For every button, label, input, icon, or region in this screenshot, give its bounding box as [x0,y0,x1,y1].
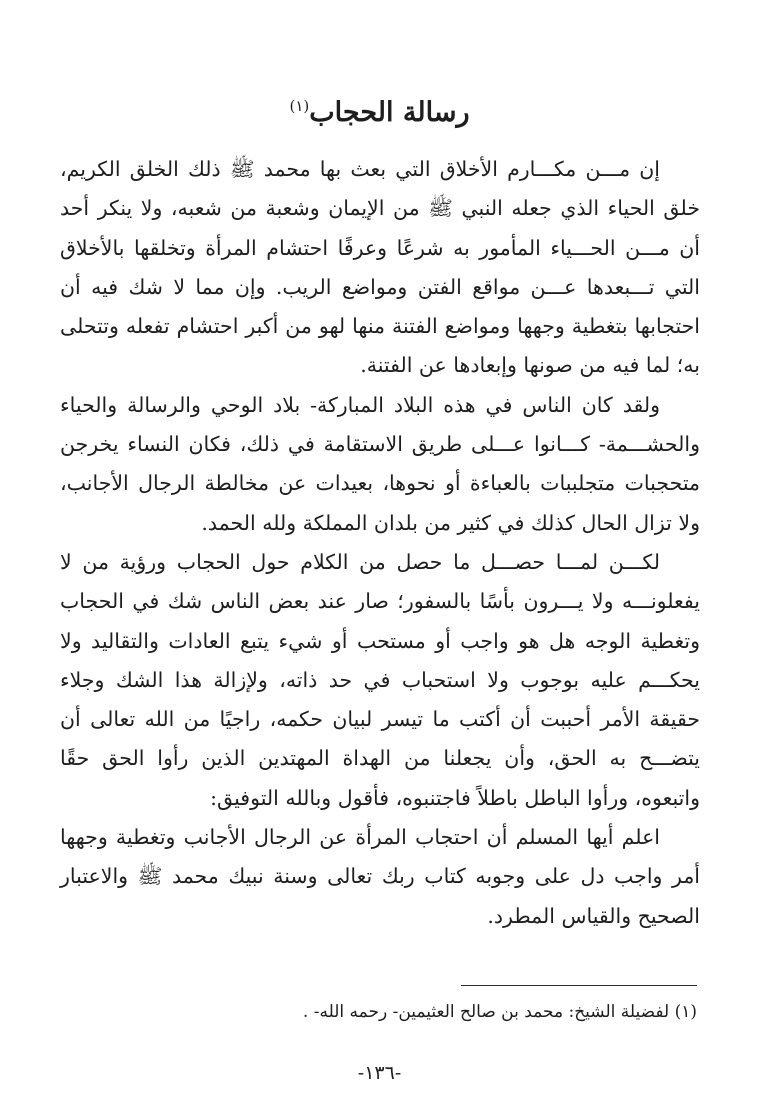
title-text: رسالة الحجاب [309,97,470,128]
page-title [0,86,759,133]
paragraph-3: لكـــن لمـــا حصـــل ما حصل من الكلام حول الحجاب ورؤية من لا يفعلونـــه ولا يـــرون بأسًا بالسفور؛ صار عند بعض الناس شك في الحجاب وتغطية الوجه هل هو واجب أو مستحب أو شيء يتبع العادات والتقاليد ولا يحكـــم عليه بوجوب ولا استحباب في حد ذاته، ولإزالة هذا الشك وجلاء حقيقة الأمر أحببت أن أكتب ما تيسر لبيان حكمه، راجيًا من الله تعالى أن يتضـــح به الحق، وأن يجعلنا من الهداة المهتدين الذين رأوا الحق حقًا واتبعوه، ورأوا الباطل باطلاً فاجتنبوه، فأقول وبالله التوفيق: [60,549,700,810]
paragraph-4: اعلم أيها المسلم أن احتجاب المرأة عن الرجال الأجانب وتغطية وجهها أمر واجب دل على وجوبه كتاب ربك تعالى وسنة نبيك محمد ﷺ والاعتبار الصحيح والقياس المطرد. [60,825,700,928]
body-text [60,150,700,936]
paragraph-2: ولقد كان الناس في هذه البلاد المباركة- بلاد الوحي والرسالة والحياء والحشـــمة- كـــانوا عـــلى طريق الاستقامة في ذلك، فكان النساء يخرجن متحجبات متجلببات بالعباءة أو نحوها، بعيدات عن مخالطة الرجال الأجانب، ولا تزال الحال كذلك في كثير من بلدان المملكة ولله الحمد. [60,392,700,535]
footnote: (١) لفضيلة الشيخ: محمد بن صالح العثيمين- رحمه الله- . [302,1002,697,1022]
paragraph-1: إن مـــن مكـــارم الأخلاق التي بعث بها محمد ﷺ ذلك الخلق الكريم، خلق الحياء الذي جعله النبي ﷺ من الإيمان وشعبة من شعبه، ولا ينكر أحد أن مـــن الحـــياء المأمور به شرعًا وعرفًا احتشام المرأة وتخلقها بالأخلاق التي تـــبعدها عـــن مواقع الفتن ومواضع الريب. وإن مما لا شك فيه أن احتجابها بتغطية وجهها ومواضع الفتنة منها لهو من أكبر احتشام تفعله وتتحلى به؛ لما فيه من صونها وإبعادها عن الفتنة. [60,157,700,378]
title-footnote-marker: (١) [289,97,310,115]
page-number: -١٣٦- [357,1062,402,1084]
footnote-divider [461,985,697,986]
